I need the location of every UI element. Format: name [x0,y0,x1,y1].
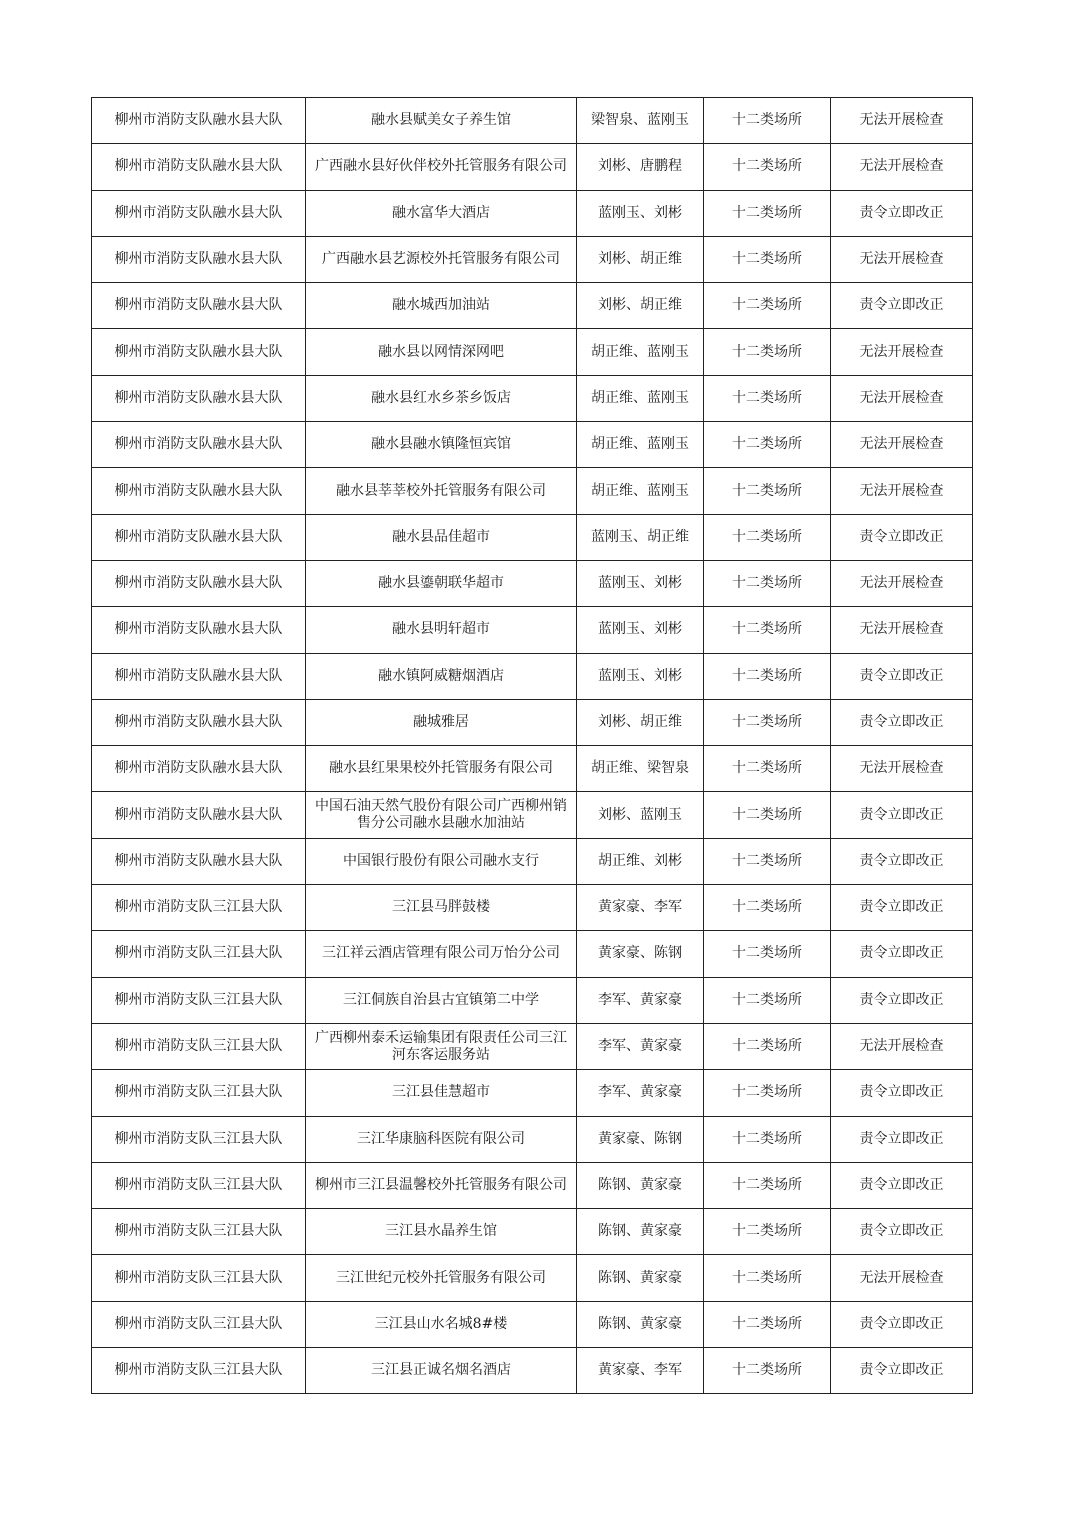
table-row [92,236,973,282]
inspection-result-cell: 责令立即改正 [831,653,973,699]
inspectors-cell: 黄家豪、陈钢 [577,931,704,977]
inspection-result-cell: 责令立即改正 [831,885,973,931]
venue-category-cell: 十二类场所 [704,653,831,699]
inspectors-cell: 蓝刚玉、胡正维 [577,514,704,560]
inspected-venue-cell: 三江华康脑科医院有限公司 [306,1116,577,1162]
venue-category-cell: 十二类场所 [704,1070,831,1116]
inspected-venue-cell: 融水县莘莘校外托管服务有限公司 [306,468,577,514]
fire-brigade-unit-cell: 柳州市消防支队融水县大队 [92,329,306,375]
venue-category-cell: 十二类场所 [704,1301,831,1347]
venue-category-cell: 十二类场所 [704,1162,831,1208]
inspected-venue-cell: 三江侗族自治县古宜镇第二中学 [306,977,577,1023]
inspected-venue-cell: 中国银行股份有限公司融水支行 [306,838,577,884]
inspected-venue-cell: 融水镇阿威糖烟酒店 [306,653,577,699]
inspectors-cell: 胡正维、蓝刚玉 [577,375,704,421]
inspected-venue-cell: 三江县山水名城8#楼 [306,1301,577,1347]
inspectors-cell: 李军、黄家豪 [577,1023,704,1069]
inspectors-cell: 黄家豪、李军 [577,1348,704,1394]
inspectors-cell: 刘彬、胡正维 [577,283,704,329]
inspection-result-cell: 无法开展检查 [831,98,973,144]
table-row [92,746,973,792]
inspectors-cell: 刘彬、胡正维 [577,699,704,745]
inspectors-cell: 陈钢、黄家豪 [577,1255,704,1301]
inspected-venue-cell: 融水县红水乡茶乡饭店 [306,375,577,421]
fire-brigade-unit-cell: 柳州市消防支队三江县大队 [92,931,306,977]
table-row [92,468,973,514]
fire-brigade-unit-cell: 柳州市消防支队融水县大队 [92,607,306,653]
venue-category-cell: 十二类场所 [704,422,831,468]
fire-brigade-unit-cell: 柳州市消防支队融水县大队 [92,653,306,699]
fire-brigade-unit-cell: 柳州市消防支队融水县大队 [92,375,306,421]
venue-category-cell: 十二类场所 [704,560,831,606]
inspected-venue-cell: 广西融水县好伙伴校外托管服务有限公司 [306,144,577,190]
fire-brigade-unit-cell: 柳州市消防支队三江县大队 [92,1209,306,1255]
inspection-result-cell: 无法开展检查 [831,1023,973,1069]
table-row [92,329,973,375]
inspected-venue-cell: 融水县以网情深网吧 [306,329,577,375]
fire-brigade-unit-cell: 柳州市消防支队融水县大队 [92,514,306,560]
inspected-venue-cell: 融水县鎏朝联华超市 [306,560,577,606]
venue-category-cell: 十二类场所 [704,236,831,282]
table-row [92,560,973,606]
inspectors-cell: 蓝刚玉、刘彬 [577,560,704,606]
fire-brigade-unit-cell: 柳州市消防支队融水县大队 [92,792,306,838]
inspectors-cell: 胡正维、蓝刚玉 [577,329,704,375]
inspection-result-cell: 无法开展检查 [831,607,973,653]
inspected-venue-cell: 三江世纪元校外托管服务有限公司 [306,1255,577,1301]
inspection-result-cell: 责令立即改正 [831,283,973,329]
table-row [92,653,973,699]
table-row [92,1348,973,1394]
venue-category-cell: 十二类场所 [704,792,831,838]
fire-brigade-unit-cell: 柳州市消防支队融水县大队 [92,144,306,190]
inspection-result-cell: 无法开展检查 [831,746,973,792]
inspection-result-cell: 责令立即改正 [831,792,973,838]
fire-brigade-unit-cell: 柳州市消防支队三江县大队 [92,1255,306,1301]
inspection-result-cell: 责令立即改正 [831,931,973,977]
inspection-result-cell: 无法开展检查 [831,560,973,606]
inspectors-cell: 李军、黄家豪 [577,977,704,1023]
inspected-venue-cell: 三江县佳慧超市 [306,1070,577,1116]
inspection-result-cell: 无法开展检查 [831,1255,973,1301]
table-row [92,1162,973,1208]
inspected-venue-cell: 广西柳州泰禾运输集团有限责任公司三江河东客运服务站 [306,1023,577,1069]
venue-category-cell: 十二类场所 [704,1348,831,1394]
fire-brigade-unit-cell: 柳州市消防支队融水县大队 [92,283,306,329]
inspected-venue-cell: 柳州市三江县温馨校外托管服务有限公司 [306,1162,577,1208]
inspectors-cell: 蓝刚玉、刘彬 [577,607,704,653]
inspection-result-cell: 责令立即改正 [831,1301,973,1347]
inspectors-cell: 梁智泉、蓝刚玉 [577,98,704,144]
fire-brigade-unit-cell: 柳州市消防支队融水县大队 [92,699,306,745]
inspected-venue-cell: 融水县品佳超市 [306,514,577,560]
venue-category-cell: 十二类场所 [704,838,831,884]
inspectors-cell: 黄家豪、李军 [577,885,704,931]
inspection-result-cell: 责令立即改正 [831,838,973,884]
table-row [92,283,973,329]
venue-category-cell: 十二类场所 [704,931,831,977]
table-row [92,144,973,190]
inspected-venue-cell: 融城雅居 [306,699,577,745]
inspectors-cell: 胡正维、蓝刚玉 [577,422,704,468]
venue-category-cell: 十二类场所 [704,468,831,514]
inspected-venue-cell: 融水县明轩超市 [306,607,577,653]
fire-brigade-unit-cell: 柳州市消防支队融水县大队 [92,560,306,606]
fire-brigade-unit-cell: 柳州市消防支队融水县大队 [92,838,306,884]
venue-category-cell: 十二类场所 [704,283,831,329]
inspection-result-cell: 责令立即改正 [831,1209,973,1255]
venue-category-cell: 十二类场所 [704,375,831,421]
inspection-result-cell: 责令立即改正 [831,1070,973,1116]
venue-category-cell: 十二类场所 [704,1209,831,1255]
inspectors-cell: 陈钢、黄家豪 [577,1301,704,1347]
table-row [92,1209,973,1255]
inspected-venue-cell: 广西融水县艺源校外托管服务有限公司 [306,236,577,282]
inspection-result-cell: 责令立即改正 [831,1348,973,1394]
inspected-venue-cell: 融水富华大酒店 [306,190,577,236]
table-row [92,792,973,838]
venue-category-cell: 十二类场所 [704,144,831,190]
inspectors-cell: 陈钢、黄家豪 [577,1209,704,1255]
fire-brigade-unit-cell: 柳州市消防支队融水县大队 [92,422,306,468]
inspection-table [91,97,973,1394]
inspection-result-cell: 责令立即改正 [831,1116,973,1162]
fire-brigade-unit-cell: 柳州市消防支队融水县大队 [92,746,306,792]
venue-category-cell: 十二类场所 [704,885,831,931]
inspected-venue-cell: 融水县赋美女子养生馆 [306,98,577,144]
fire-brigade-unit-cell: 柳州市消防支队三江县大队 [92,1116,306,1162]
inspected-venue-cell: 三江县正诚名烟名酒店 [306,1348,577,1394]
inspected-venue-cell: 三江县马胖鼓楼 [306,885,577,931]
venue-category-cell: 十二类场所 [704,329,831,375]
table-row [92,1023,973,1069]
inspection-result-cell: 无法开展检查 [831,144,973,190]
table-row [92,931,973,977]
inspectors-cell: 刘彬、蓝刚玉 [577,792,704,838]
fire-brigade-unit-cell: 柳州市消防支队融水县大队 [92,236,306,282]
fire-brigade-unit-cell: 柳州市消防支队融水县大队 [92,98,306,144]
fire-brigade-unit-cell: 柳州市消防支队三江县大队 [92,1348,306,1394]
inspectors-cell: 胡正维、蓝刚玉 [577,468,704,514]
inspectors-cell: 刘彬、胡正维 [577,236,704,282]
inspection-result-cell: 责令立即改正 [831,699,973,745]
fire-brigade-unit-cell: 柳州市消防支队三江县大队 [92,1162,306,1208]
venue-category-cell: 十二类场所 [704,746,831,792]
inspection-result-cell: 责令立即改正 [831,190,973,236]
inspectors-cell: 刘彬、唐鹏程 [577,144,704,190]
table-row [92,838,973,884]
venue-category-cell: 十二类场所 [704,190,831,236]
table-row [92,514,973,560]
venue-category-cell: 十二类场所 [704,1255,831,1301]
inspection-result-cell: 无法开展检查 [831,236,973,282]
venue-category-cell: 十二类场所 [704,1023,831,1069]
table-row [92,422,973,468]
venue-category-cell: 十二类场所 [704,977,831,1023]
table-row [92,1301,973,1347]
fire-brigade-unit-cell: 柳州市消防支队三江县大队 [92,977,306,1023]
table-row [92,885,973,931]
inspection-result-cell: 责令立即改正 [831,1162,973,1208]
inspected-venue-cell: 中国石油天然气股份有限公司广西柳州销售分公司融水县融水加油站 [306,792,577,838]
inspectors-cell: 黄家豪、陈钢 [577,1116,704,1162]
table-row [92,98,973,144]
fire-brigade-unit-cell: 柳州市消防支队三江县大队 [92,1023,306,1069]
inspectors-cell: 胡正维、刘彬 [577,838,704,884]
inspected-venue-cell: 三江祥云酒店管理有限公司万怡分公司 [306,931,577,977]
inspection-result-cell: 责令立即改正 [831,977,973,1023]
inspection-table-body [92,98,973,1394]
fire-brigade-unit-cell: 柳州市消防支队融水县大队 [92,190,306,236]
inspection-table-page [91,97,973,1394]
table-row [92,699,973,745]
inspectors-cell: 蓝刚玉、刘彬 [577,190,704,236]
fire-brigade-unit-cell: 柳州市消防支队融水县大队 [92,468,306,514]
inspectors-cell: 李军、黄家豪 [577,1070,704,1116]
inspection-result-cell: 无法开展检查 [831,422,973,468]
table-row [92,375,973,421]
fire-brigade-unit-cell: 柳州市消防支队三江县大队 [92,1301,306,1347]
fire-brigade-unit-cell: 柳州市消防支队三江县大队 [92,885,306,931]
venue-category-cell: 十二类场所 [704,98,831,144]
inspected-venue-cell: 融水县红果果校外托管服务有限公司 [306,746,577,792]
venue-category-cell: 十二类场所 [704,699,831,745]
table-row [92,1116,973,1162]
venue-category-cell: 十二类场所 [704,514,831,560]
inspection-result-cell: 无法开展检查 [831,329,973,375]
table-row [92,1070,973,1116]
table-row [92,977,973,1023]
table-row [92,607,973,653]
inspection-result-cell: 无法开展检查 [831,468,973,514]
inspection-result-cell: 责令立即改正 [831,514,973,560]
inspected-venue-cell: 融水城西加油站 [306,283,577,329]
inspected-venue-cell: 融水县融水镇隆恒宾馆 [306,422,577,468]
inspectors-cell: 蓝刚玉、刘彬 [577,653,704,699]
inspected-venue-cell: 三江县水晶养生馆 [306,1209,577,1255]
inspectors-cell: 陈钢、黄家豪 [577,1162,704,1208]
inspectors-cell: 胡正维、梁智泉 [577,746,704,792]
fire-brigade-unit-cell: 柳州市消防支队三江县大队 [92,1070,306,1116]
table-row [92,190,973,236]
venue-category-cell: 十二类场所 [704,607,831,653]
table-row [92,1255,973,1301]
inspection-result-cell: 无法开展检查 [831,375,973,421]
venue-category-cell: 十二类场所 [704,1116,831,1162]
